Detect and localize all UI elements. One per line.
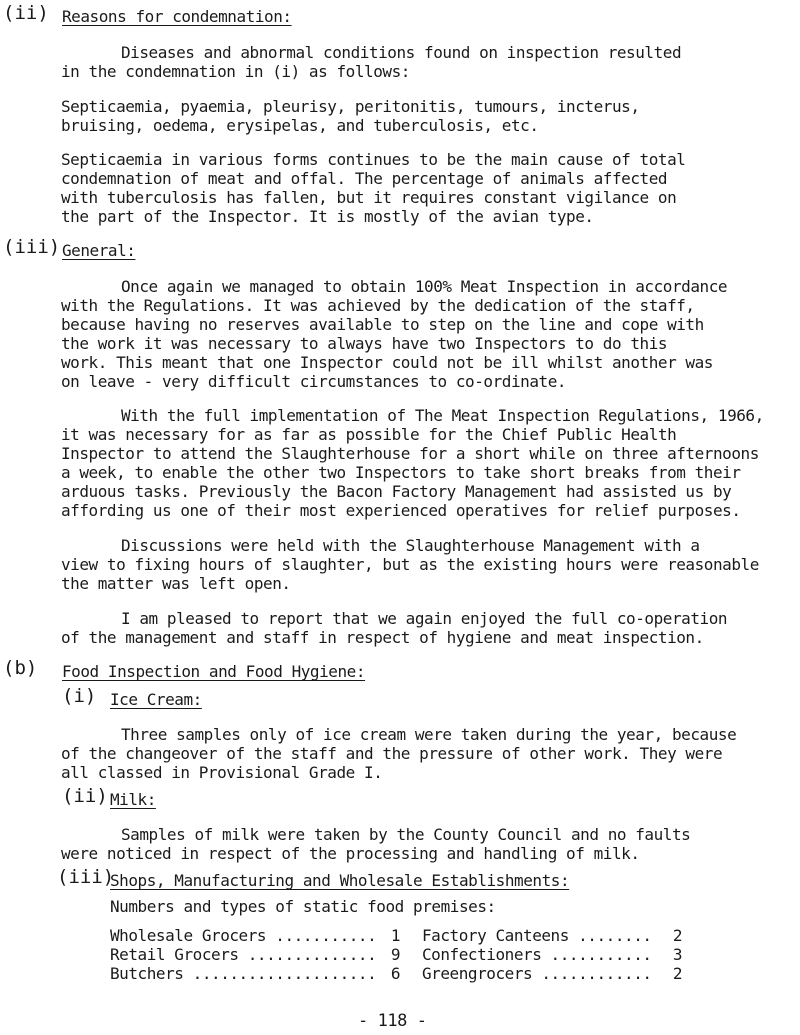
subsection-heading: Ice Cream:	[110, 690, 202, 709]
paragraph-line: of the changeover of the staff and the pressure of other work. They were	[61, 744, 723, 763]
premises-label: Factory Canteens ........	[422, 926, 652, 945]
section-heading: Food Inspection and Food Hygiene:	[62, 662, 366, 681]
paragraph-line: Samples of milk were taken by the County Council and no faults	[121, 825, 691, 844]
subsection-number: (iii)	[57, 866, 115, 888]
subsection-heading: Shops, Manufacturing and Wholesale Establishments:	[110, 871, 570, 890]
paragraph-line: Once again we managed to obtain 100% Meat Inspection in accordance	[121, 277, 728, 296]
paragraph-line: because having no reserves available to step on the line and cope with	[61, 315, 704, 334]
paragraph-line: I am pleased to report that we again enjoyed the full co-operation	[121, 609, 728, 628]
paragraph-line: Three samples only of ice cream were taken during the year, because	[121, 725, 737, 744]
premises-label: Greengrocers ............	[422, 964, 652, 983]
paragraph-line: view to fixing hours of slaughter, but as the existing hours were reasonable	[61, 555, 759, 574]
paragraph-line: Inspector to attend the Slaughterhouse for a short while on three afternoons	[61, 444, 759, 463]
paragraph-line: With the full implementation of The Meat Inspection Regulations, 1966,	[121, 406, 764, 425]
section-number: (ii)	[3, 2, 49, 24]
premises-count: 2	[672, 926, 682, 945]
paragraph-line: with tuberculosis has fallen, but it requires constant vigilance on	[61, 188, 677, 207]
paragraph-line: arduous tasks. Previously the Bacon Factory Management had assisted us by	[61, 482, 732, 501]
paragraph-line: Septicaemia, pyaemia, pleurisy, peritonitis, tumours, incterus,	[61, 97, 640, 116]
paragraph-line: Septicaemia in various forms continues to be the main cause of total	[61, 150, 686, 169]
premises-label: Confectioners ...........	[422, 945, 652, 964]
section-number: (iii)	[3, 236, 61, 258]
premises-count: 3	[672, 945, 682, 964]
premises-intro: Numbers and types of static food premises:	[110, 897, 496, 916]
premises-count: 1	[390, 926, 400, 945]
paragraph-line: on leave - very difficult circumstances to co-ordinate.	[61, 372, 567, 391]
subsection-number: (i)	[62, 685, 97, 707]
paragraph-line: the work it was necessary to always have two Inspectors to do this	[61, 334, 668, 353]
paragraph-line: all classed in Provisional Grade I.	[61, 763, 383, 782]
subsection-heading: Milk:	[110, 790, 156, 809]
paragraph-line: Discussions were held with the Slaughterhouse Management with a	[121, 536, 700, 555]
premises-label: Retail Grocers ..............	[110, 945, 377, 964]
subsection-number: (ii)	[62, 785, 108, 807]
paragraph-line: bruising, oedema, erysipelas, and tuberculosis, etc.	[61, 116, 539, 135]
paragraph-line: Diseases and abnormal conditions found on inspection resulted	[121, 43, 682, 62]
paragraph-line: it was necessary for as far as possible for the Chief Public Health	[61, 425, 677, 444]
premises-label: Butchers ....................	[110, 964, 377, 983]
paragraph-line: the matter was left open.	[61, 574, 291, 593]
page-number: - 118 -	[358, 1011, 427, 1031]
paragraph-line: in the condemnation in (i) as follows:	[61, 62, 410, 81]
paragraph-line: the part of the Inspector. It is mostly of the avian type.	[61, 207, 594, 226]
section-heading: General:	[62, 241, 136, 260]
paragraph-line: were noticed in respect of the processing and handling of milk.	[61, 844, 640, 863]
paragraph-line: a week, to enable the other two Inspectors to take short breaks from their	[61, 463, 741, 482]
premises-count: 9	[390, 945, 400, 964]
section-number: (b)	[3, 657, 38, 679]
paragraph-line: work. This meant that one Inspector could not be ill whilst another was	[61, 353, 713, 372]
paragraph-line: of the management and staff in respect of hygiene and meat inspection.	[61, 628, 704, 647]
paragraph-line: with the Regulations. It was achieved by the dedication of the staff,	[61, 296, 695, 315]
premises-count: 6	[390, 964, 400, 983]
premises-label: Wholesale Grocers ...........	[110, 926, 377, 945]
paragraph-line: affording us one of their most experienced operatives for relief purposes.	[61, 501, 741, 520]
premises-count: 2	[672, 964, 682, 983]
section-heading: Reasons for condemnation:	[62, 7, 292, 26]
paragraph-line: condemnation of meat and offal. The percentage of animals affected	[61, 169, 668, 188]
